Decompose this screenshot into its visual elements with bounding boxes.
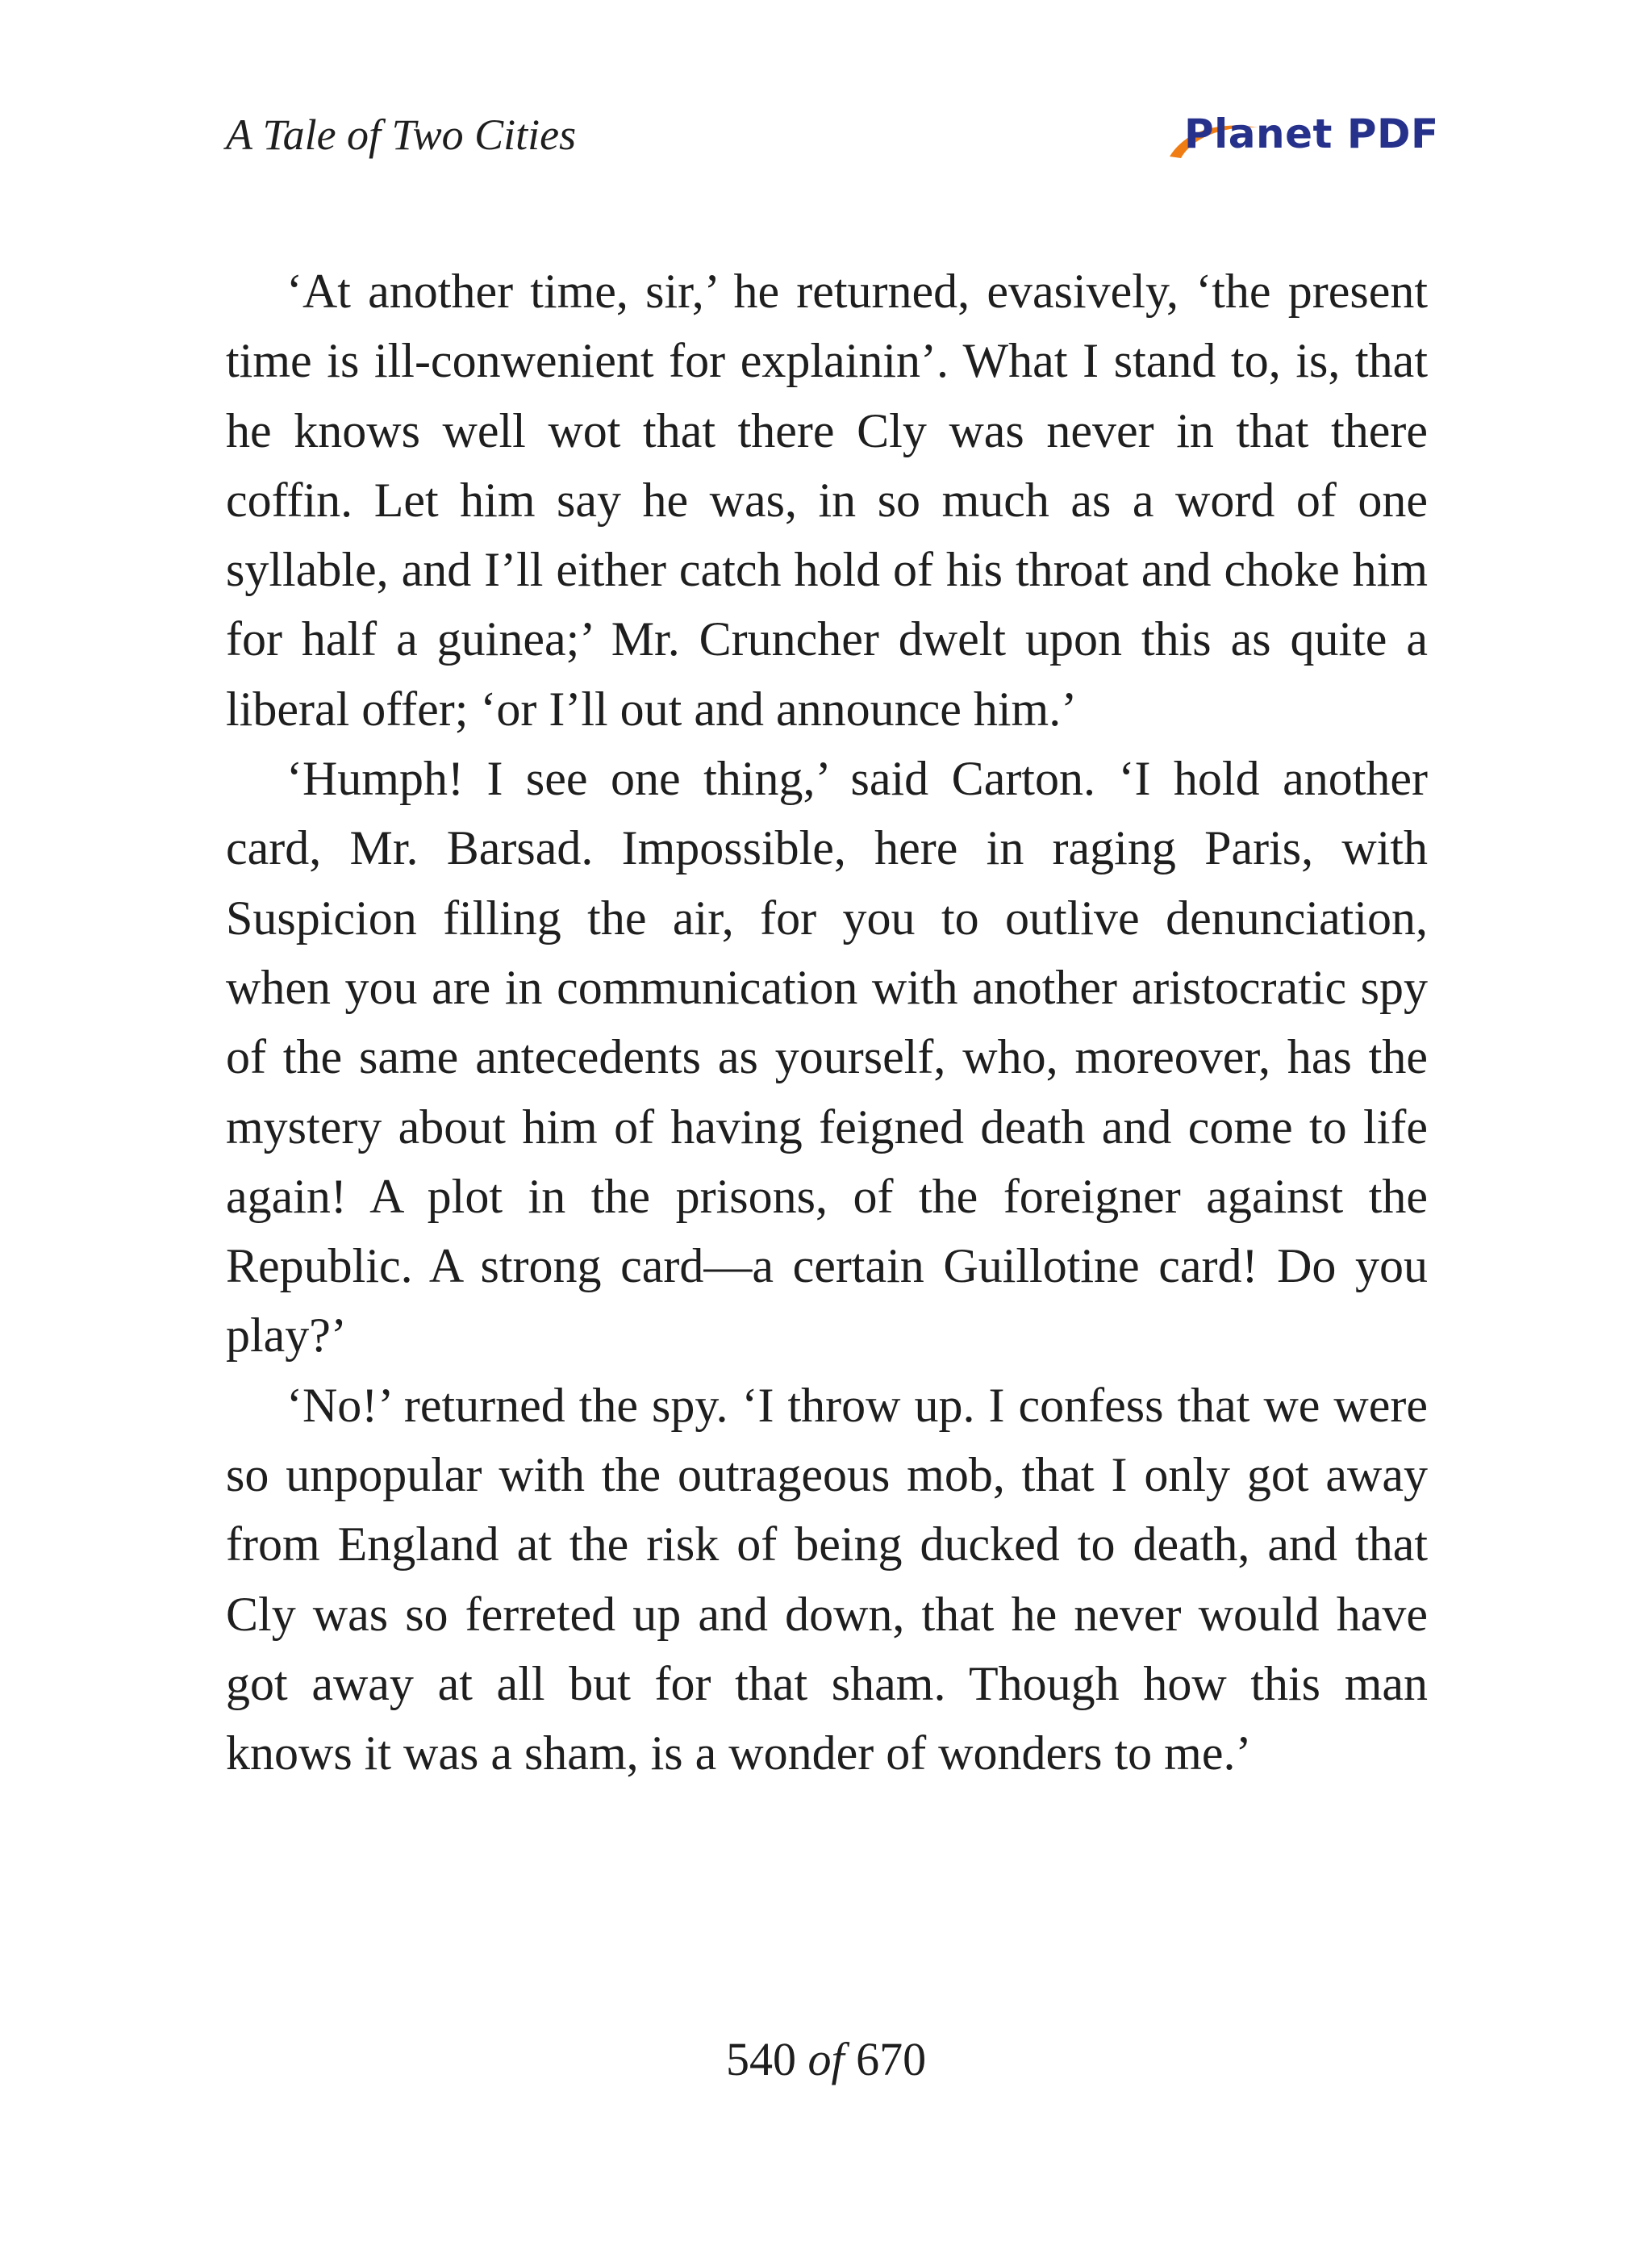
page-of-label: of xyxy=(807,2033,845,2085)
paragraph: ‘At another time, sir,’ he returned, evasively, ‘the present time is ill-conwenient for explainin’. What I stand to, is, that he knows well wot that there Cly was never in that there coffin. Let him say he was, in so much as a word of one syllable, and I’ll either catch hold of his throat and choke him for half a guinea;’ Mr. Cruncher dwelt upon this as quite a liberal offer; ‘or I’ll out and announce him.’ xyxy=(226,265,1428,736)
logo-text: Planet PDF xyxy=(1184,111,1439,157)
paragraph: ‘No!’ returned the spy. ‘I throw up. I confess that we were so unpopular with the outrageous mob, that I only got away from England at the risk of being ducked to death, and that Cly was so ferreted up and down, that he never would have got away at all but for that sham. Though how this man knows it was a sham, is a wonder of wonders to me.’ xyxy=(226,1378,1428,1780)
total-pages: 670 xyxy=(856,2033,927,2085)
page-indicator xyxy=(0,2031,1652,2088)
page-body xyxy=(226,257,1428,1789)
planet-pdf-logo xyxy=(1162,106,1439,171)
paragraph: ‘Humph! I see one thing,’ said Carton. ‘I hold another card, Mr. Barsad. Impossible, here in raging Paris, with Suspicion filling the air, for you to outlive denunciation, when you are in communication with another aristocratic spy of the same antecedents as yourself, who, moreover, has the mystery about him of having feigned death and come to life again! A plot in the prisons, of the foreigner against the Republic. A strong card—a certain Guillotine card! Do you play?’ xyxy=(226,752,1428,1363)
book-title: A Tale of Two Cities xyxy=(226,111,577,159)
current-page: 540 xyxy=(725,2033,796,2085)
